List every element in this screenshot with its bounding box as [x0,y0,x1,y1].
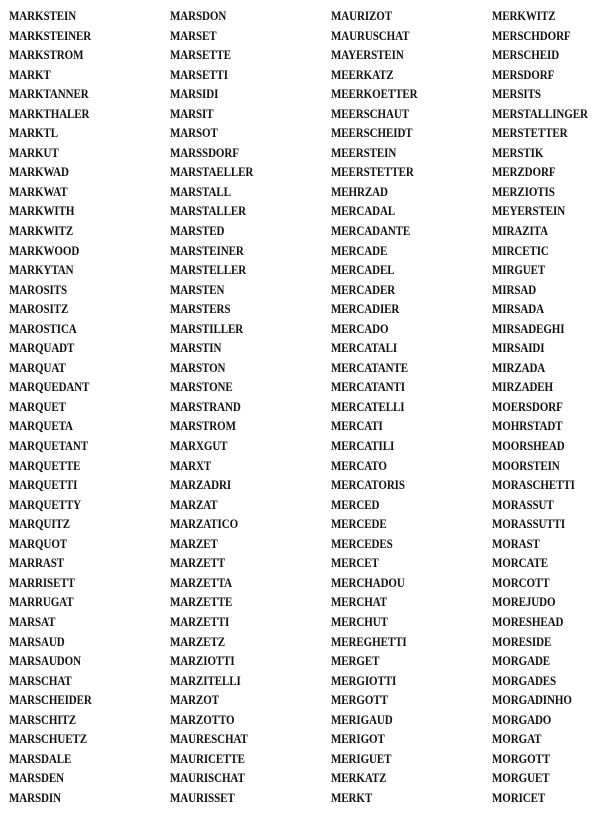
surname-entry: MARZETTA [170,575,233,590]
surname-entry: MARQUETA [9,419,73,434]
surname-entry: MARQUAT [9,360,66,375]
surname-entry: MERSITS [492,87,541,102]
surname-entry: MARSTERS [170,302,231,317]
surname-entry: MARSAUD [9,634,65,649]
surname-entry: MARRISETT [9,575,75,590]
surname-entry: MERGET [331,654,380,669]
surname-entry: MERCATANTE [331,360,408,375]
surname-entry: MARZETTE [170,595,233,610]
surname-entry: MARSETTE [170,48,232,63]
surname-entry: MARKTANNER [9,87,89,102]
surname-entry: MERCADIER [331,302,400,317]
surname-entry: MARXT [170,458,212,473]
surname-entry: MERCED [331,497,380,512]
surname-entry: MOERSDORF [492,399,563,414]
surname-entry: MIRSAD [492,282,537,297]
surname-entry: MARSCHITZ [9,712,77,727]
surname-entry: MARZETZ [170,634,226,649]
surname-entry: MERZDORF [492,165,556,180]
surname-entry: MARZIOTTI [170,654,235,669]
surname-entry: MEERSCHAUT [331,106,409,121]
surname-entry: MERCET [331,556,379,571]
surname-entry: MARSIT [170,106,214,121]
surname-entry: MERCATORIS [331,478,405,493]
surname-entry: MARKT [9,67,51,82]
surname-entry: MARKWAD [9,165,69,180]
surname-entry: MERKT [331,790,373,805]
surname-entry: MERCEDE [331,517,387,532]
surname-entry: MORASSUTTI [492,517,566,532]
surname-entry: MARSTALLER [170,204,246,219]
surname-entry: MARQUETTI [9,478,78,493]
surname-entry: MAURISSET [170,790,235,805]
surname-entry: MERSTALLINGER [492,106,588,121]
surname-entry: MARZOT [170,693,219,708]
surname-entry: MOREJUDO [492,595,556,610]
surname-entry: MARKWITH [9,204,75,219]
surname-entry: MARQUADT [9,341,75,356]
surname-entry: MARQUOT [9,536,68,551]
surname-entry: MORAST [492,536,540,551]
surname-entry: MARZADRI [170,478,232,493]
surname-entry: MARSTEINER [170,243,244,258]
surname-entry: MARZETTI [170,614,230,629]
surname-entry: MERCADE [331,243,388,258]
surname-entry: MORGADINHO [492,693,572,708]
surname-entry: MEHRZAD [331,184,388,199]
surname-entry: MARQUETTY [9,497,81,512]
surname-entry: MAURICETTE [170,751,245,766]
surname-entry: MIRCETIC [492,243,549,258]
surname-entry: MARZITELLI [170,673,241,688]
surname-entry: MERCADER [331,282,396,297]
surname-entry: MERKATZ [331,771,387,786]
surname-entry: MARKTHALER [9,106,90,121]
surname-entry: MERCHADOU [331,575,405,590]
surname-entry: MORICET [492,790,546,805]
surname-entry: MERSCHDORF [492,28,571,43]
surname-entry: MARKSTEINER [9,28,92,43]
surname-entry: MORGADO [492,712,552,727]
surname-entry: MARSTED [170,224,225,239]
surname-entry: MARXGUT [170,439,228,454]
surname-entry: MERCEDES [331,536,393,551]
surname-entry: MARSDIN [9,790,61,805]
surname-entry: MARKWOOD [9,243,80,258]
surname-entry: MAURISCHAT [170,771,245,786]
surname-entry: MAURIZOT [331,9,393,23]
surname-entry: MARSTON [170,360,226,375]
surname-entry: MERIGOT [331,732,385,747]
surname-entry: MARSCHAT [9,673,72,688]
surname-entry: MIRSAIDI [492,341,545,356]
surname-entry: MERCADANTE [331,224,411,239]
surname-entry: MOORSTEIN [492,458,560,473]
surname-entry: MORESIDE [492,634,552,649]
surname-entry: MORGAT [492,732,542,747]
surname-entry: MIRGUET [492,263,546,278]
name-column-2 [170,7,265,808]
surname-entry: MERKWITZ [492,9,556,23]
surname-entry: MORGADES [492,673,557,688]
surname-entry: MERCATANTI [331,380,405,395]
surname-entry: MARZATICO [170,517,239,532]
surname-entry: MARSETTI [170,67,228,82]
surname-entry: MAURESCHAT [170,732,248,747]
surname-entry: MARKWITZ [9,224,74,239]
surname-entry: MARKYTAN [9,263,74,278]
surname-entry: MARSTEN [170,282,225,297]
surname-entry: MERGOTT [331,693,388,708]
surname-entry: MARSDON [170,9,227,23]
surname-entry: MERSCHEID [492,48,560,63]
surname-entry: MARSSDORF [170,145,239,160]
surname-entry: MEERSTEIN [331,145,397,160]
surname-entry: MARSCHEIDER [9,693,92,708]
surname-entry: MARSTIN [170,341,222,356]
surname-entry: MEREGHETTI [331,634,407,649]
surname-entry: MEERSTETTER [331,165,414,180]
surname-entry: MARSTONE [170,380,233,395]
surname-entry: MARKSTROM [9,48,84,63]
surname-entry: MARQUET [9,399,66,414]
surname-entry: MERSTETTER [492,126,568,141]
surname-entry: MERCATILI [331,439,395,454]
surname-entry: MERCATO [331,458,387,473]
surname-entry: MARKWAT [9,184,68,199]
surname-entry: MAROSITS [9,282,67,297]
surname-entry: MERIGAUD [331,712,393,727]
surname-entry: MARQUITZ [9,517,71,532]
surname-entry: MERCATI [331,419,383,434]
surname-entry: MIRSADA [492,302,544,317]
surname-entry: MARZET [170,536,218,551]
surname-entry: MERCHAT [331,595,388,610]
surname-entry: MERCHUT [331,614,388,629]
surname-entry: MAROSITZ [9,302,69,317]
surname-entry: MARSAT [9,614,56,629]
name-column-4 [492,7,600,808]
surname-entry: MAYERSTEIN [331,48,404,63]
surname-entry: MARSTAELLER [170,165,254,180]
surname-entry: MOHRSTADT [492,419,563,434]
surname-entry: MORGADE [492,654,551,669]
surname-entry: MARRAST [9,556,64,571]
surname-entry: MARSTILLER [170,321,244,336]
surname-entry: MARZAT [170,497,218,512]
surname-entry: MERCADEL [331,263,395,278]
surname-entry: MARKTL [9,126,58,141]
surname-entry: MERCADAL [331,204,396,219]
surname-entry: MAURUSCHAT [331,28,410,43]
surname-entry: MARSCHUETZ [9,732,87,747]
surname-entry: MARSDEN [9,771,64,786]
surname-entry: MIRAZITA [492,224,548,239]
surname-entry: MOORSHEAD [492,439,565,454]
surname-entry: MORASSUT [492,497,554,512]
surname-entry: MARZOTTO [170,712,235,727]
surname-entry: MERIGUET [331,751,392,766]
surname-entry: MERCATELLI [331,399,405,414]
surname-entry: MEERKOETTER [331,87,418,102]
surname-entry: MARSTRAND [170,399,241,414]
surname-entry: MARSTELLER [170,263,247,278]
surname-entry: MARSDALE [9,751,72,766]
surname-entry: MERSTIK [492,145,544,160]
surname-entry: MIRSADEGHI [492,321,565,336]
name-column-1 [9,7,103,808]
surname-entry: MARKSTEIN [9,9,77,23]
surname-entry: MARSOT [170,126,218,141]
surname-entry: MEYERSTEIN [492,204,566,219]
surname-entry: MARQUETANT [9,439,88,454]
surname-entry: MERSDORF [492,67,555,82]
name-column-3 [331,7,429,808]
surname-entry: MERCADO [331,321,389,336]
surname-entry: MORCOTT [492,575,550,590]
surname-entry: MORGOTT [492,751,551,766]
surname-entry: MORASCHETTI [492,478,575,493]
surname-entry: MEERKATZ [331,67,394,82]
surname-entry: MERCATALI [331,341,398,356]
surname-entry: MORGUET [492,771,550,786]
surname-entry: MIRZADEH [492,380,554,395]
surname-entry: MARQUEDANT [9,380,90,395]
surname-entry: MARQUETTE [9,458,81,473]
surname-entry: MARSIDI [170,87,219,102]
surname-entry: MARSAUDON [9,654,81,669]
surname-entry: MARKUT [9,145,59,160]
surname-entry: MORCATE [492,556,549,571]
surname-entry: MEERSCHEIDT [331,126,413,141]
surname-entry: MERGIOTTI [331,673,397,688]
surname-entry: MARSET [170,28,217,43]
surname-entry: MIRZADA [492,360,546,375]
surname-entry: MARSTROM [170,419,236,434]
surname-entry: MERZIOTIS [492,184,555,199]
surname-entry: MORESHEAD [492,614,564,629]
surname-entry: MARSTALL [170,184,231,199]
surname-entry: MARZETT [170,556,226,571]
surname-entry: MARRUGAT [9,595,74,610]
surname-entry: MAROSTICA [9,321,77,336]
